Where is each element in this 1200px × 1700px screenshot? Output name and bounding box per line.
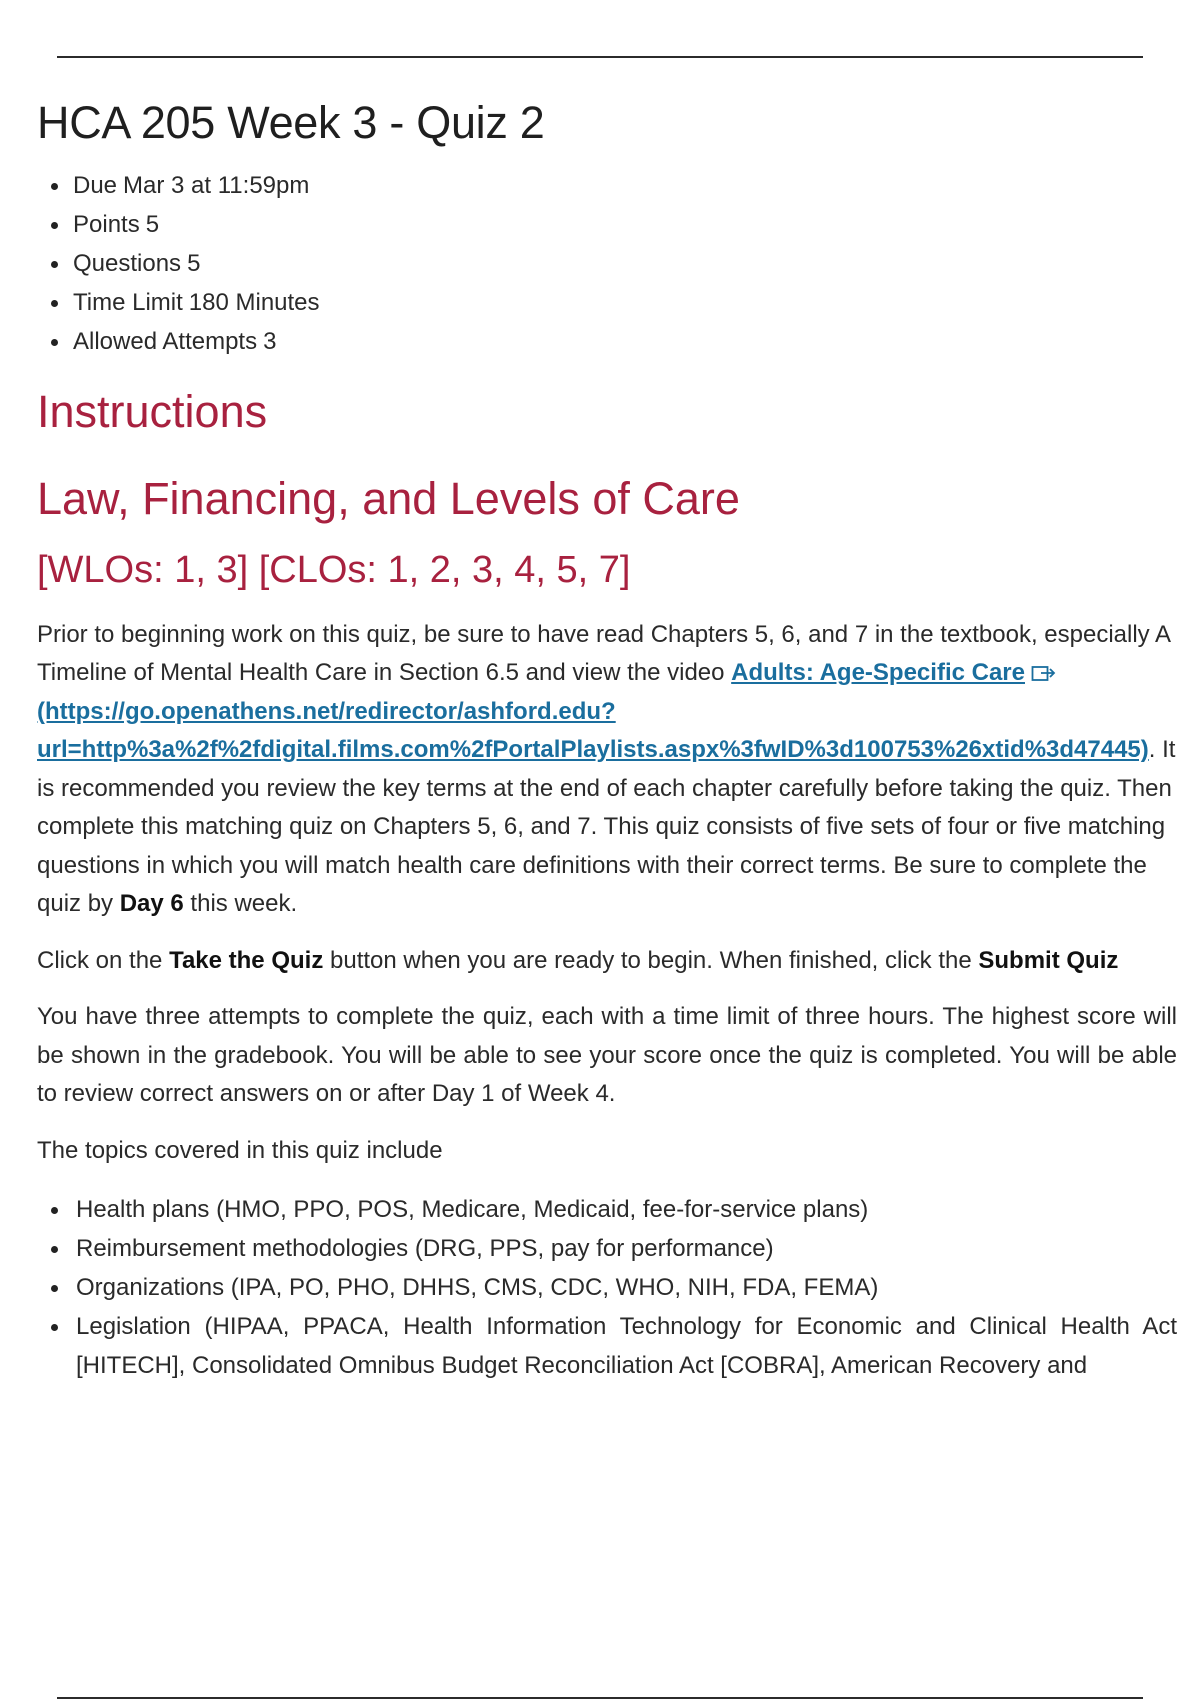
para2-text-2: button when you are ready to begin. When finished, click the — [323, 946, 979, 974]
meta-time-limit — [51, 283, 1177, 322]
meta-value: 3 — [263, 328, 277, 355]
submit-quiz-label: Submit Quiz — [978, 946, 1119, 974]
meta-questions — [51, 244, 1177, 283]
meta-value: Mar 3 at 11:59pm — [123, 172, 310, 199]
top-rule — [57, 56, 1143, 58]
list-item: Legislation (HIPAA, PPACA, Health Information Technology for Economic and Clinical Health Act [HITECH], Consolidated Omnibus Budget Reconciliation Act [COBRA], American Recovery and — [51, 1307, 1177, 1385]
list-item: Reimbursement methodologies (DRG, PPS, pay for performance) — [51, 1229, 1177, 1268]
meta-allowed-attempts — [51, 322, 1177, 361]
due-day: Day 6 — [119, 890, 184, 918]
instructions-paragraph-1 — [37, 616, 1177, 924]
topic-heading: Law, Financing, and Levels of Care — [37, 473, 740, 524]
meta-label: Allowed Attempts — [73, 328, 258, 355]
meta-value: 5 — [145, 211, 160, 238]
quiz-meta-list — [37, 166, 1177, 361]
instructions-paragraph-2 — [37, 942, 1177, 981]
instructions-heading: Instructions — [37, 386, 268, 437]
page-title: HCA 205 Week 3 - Quiz 2 — [37, 97, 545, 148]
meta-due — [51, 166, 1177, 205]
take-quiz-label: Take the Quiz — [169, 946, 324, 974]
para2-text-1: Click on the — [37, 946, 170, 974]
topics-list — [37, 1190, 1177, 1385]
video-link[interactable] — [731, 659, 1025, 686]
instructions-paragraph-4: The topics covered in this quiz include — [37, 1136, 443, 1164]
external-link-icon[interactable] — [1031, 663, 1057, 683]
bottom-rule — [57, 1697, 1143, 1699]
para1-middle: . It is recommended you review the key terms at the end of each chapter carefully before taking the quiz. Then complete this matching quiz on Chapters 5, 6, and 7. This quiz consists of five sets of four or five matching questions in which you will match health care definitions with their correct terms. Be sure to complete the quiz by — [37, 736, 1176, 918]
meta-value: 5 — [187, 250, 201, 277]
video-url-link[interactable] — [37, 698, 1149, 764]
list-item: Organizations (IPA, PO, PHO, DHHS, CMS, CDC, WHO, NIH, FDA, FEMA) — [51, 1268, 1177, 1307]
para1-end: this week. — [183, 890, 298, 918]
quiz-content — [37, 96, 1177, 1385]
meta-points — [51, 205, 1177, 244]
para1-intro: Prior to beginning work on this quiz, be sure to have read Chapters 5, 6, and 7 in the textbook, especially A Timeline of Mental Health Care in Section 6.5 and view the video — [37, 620, 1170, 687]
meta-label: Due — [73, 172, 118, 199]
learning-outcomes-heading: [WLOs: 1, 3] [CLOs: 1, 2, 3, 4, 5, 7] — [37, 549, 631, 591]
meta-label: Questions — [73, 250, 182, 277]
meta-value: 180 Minutes — [188, 289, 320, 316]
meta-label: Time Limit — [73, 289, 183, 316]
video-url-text: (https://go.openathens.net/redirector/ashford.edu?url=http%3a%2f%2fdigital.films.com%2fPortalPlaylists.aspx%3fwID%3d100753%26xtid%3d47445) — [37, 697, 1149, 764]
list-item: Health plans (HMO, PPO, POS, Medicare, Medicaid, fee-for-service plans) — [51, 1190, 1177, 1229]
meta-label: Points — [73, 211, 140, 238]
instructions-paragraph-3: You have three attempts to complete the quiz, each with a time limit of three hours. The highest score will be shown in the gradebook. You will be able to see your score once the quiz is completed. You will be able to review correct answers on or after Day 1 of Week 4. — [37, 1003, 1177, 1108]
video-link-text: Adults: Age-Specific Care — [731, 659, 1025, 687]
